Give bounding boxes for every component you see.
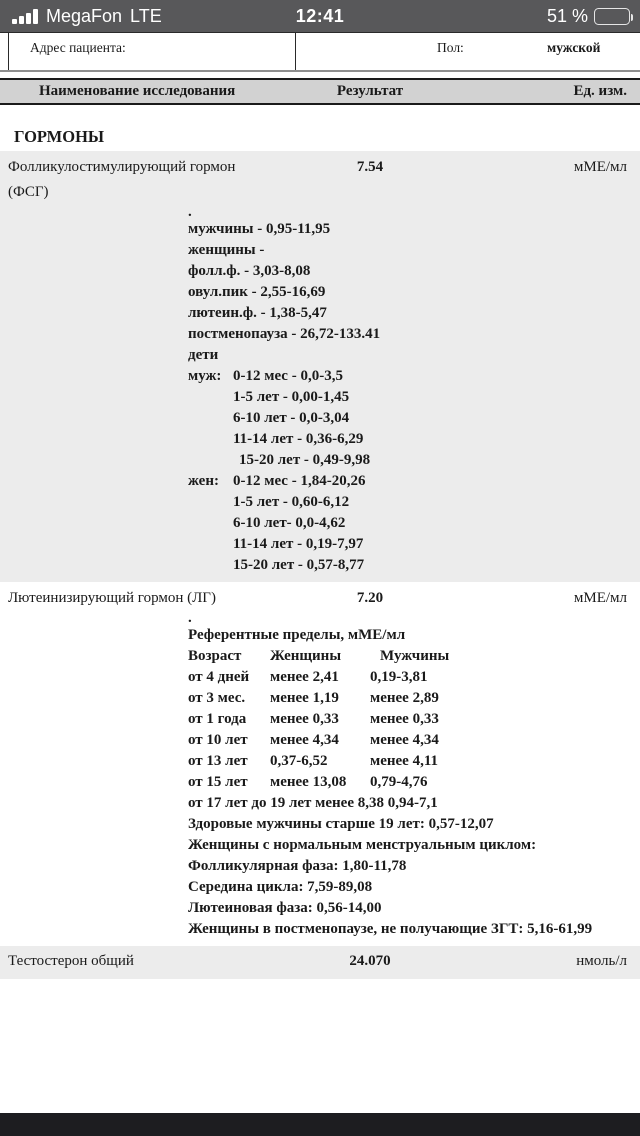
lh-row-age: от 1 года — [188, 711, 247, 727]
lh-row-men: менее 4,34 — [370, 732, 439, 748]
status-bar — [0, 0, 640, 32]
column-header-test-name: Наименование исследования — [39, 83, 236, 99]
fsh-ref-men: мужчины - 0,95-11,95 — [188, 221, 331, 237]
girls-range-2: 6-10 лет- 0,0-4,62 — [233, 515, 346, 531]
battery-percent-label: 51 % — [546, 5, 588, 26]
lh-row-age: от 3 мес. — [188, 690, 246, 706]
patient-sex-label: Пол: — [437, 40, 464, 55]
network-type-label: LTE — [130, 5, 162, 26]
lh-row-age: от 15 лет — [188, 774, 248, 790]
fsh-name-line2: (ФСГ) — [8, 184, 49, 200]
section-title-hormones: ГОРМОНЫ — [14, 127, 105, 146]
patient-sex-value: мужской — [547, 40, 601, 55]
fsh-ref-follicular: фолл.ф. - 3,03-8,08 — [188, 263, 311, 279]
lh-col-age: Возраст — [188, 648, 242, 664]
reference-dot: . — [188, 204, 192, 220]
boys-range-0: 0-12 мес - 0,0-3,5 — [233, 368, 343, 384]
lh-result-value: 7.20 — [356, 590, 384, 606]
fsh-ref-luteal: лютеин.ф. - 1,38-5,47 — [188, 305, 327, 321]
battery-tip — [631, 14, 634, 21]
fsh-ref-children: дети — [188, 347, 219, 363]
table-row — [0, 949, 640, 974]
lh-ref-follicular-phase: Фолликулярная фаза: 1,80-11,78 — [188, 858, 407, 874]
girls-label: жен: — [188, 473, 219, 489]
lh-row-men: менее 4,11 — [370, 753, 439, 769]
lh-col-women: Женщины — [270, 648, 342, 664]
fsh-result-band — [0, 151, 640, 582]
battery-icon — [594, 8, 630, 25]
lab-report-document[interactable] — [0, 32, 640, 1113]
lh-row-women: менее 1,19 — [270, 690, 339, 706]
lh-ref-healthy-men: Здоровые мужчины старше 19 лет: 0,57-12,07 — [188, 816, 494, 832]
boys-range-4: 15-20 лет - 0,49-9,98 — [239, 452, 371, 468]
lh-row-women: менее 4,34 — [270, 732, 339, 748]
girls-range-4: 15-20 лет - 0,57-8,77 — [233, 557, 365, 573]
lh-ref-normal-cycle: Женщины с нормальным менструальным циклом: — [188, 837, 537, 853]
lh-ref-luteal-phase: Лютеиновая фаза: 0,56-14,00 — [188, 900, 382, 916]
lh-unit: мМЕ/мл — [573, 590, 627, 606]
clock-label: 12:41 — [295, 5, 345, 26]
fsh-test-name — [0, 155, 280, 205]
lh-row-age: от 10 лет — [188, 732, 248, 748]
column-header-unit: Ед. изм. — [573, 83, 627, 99]
lh-test-name: Лютеинизирующий гормон (ЛГ) — [8, 590, 216, 606]
testosterone-result-band — [0, 946, 640, 979]
results-table-header — [0, 78, 640, 105]
lh-ref-17-19: от 17 лет до 19 лет менее 8,38 0,94-7,1 — [188, 795, 438, 811]
fsh-ref-postmenopause: постменопауза - 26,72-133.41 — [188, 326, 381, 342]
fsh-ref-boys-first — [188, 366, 640, 387]
lh-row-men: 0,79-4,76 — [370, 774, 428, 790]
fsh-ref-women: женщины - — [188, 242, 265, 258]
table-border-left — [8, 33, 9, 70]
fsh-ref-girls-first — [188, 471, 640, 492]
lh-result-band — [0, 582, 640, 946]
lh-ref-midcycle: Середина цикла: 7,59-89,08 — [188, 879, 373, 895]
girls-range-3: 11-14 лет - 0,19-7,97 — [233, 536, 364, 552]
lh-ref-title: Референтные пределы, мМЕ/мл — [188, 627, 406, 643]
status-bar-right — [400, 6, 640, 27]
girls-range-1: 1-5 лет - 0,60-6,12 — [233, 494, 350, 510]
patient-info-row — [0, 32, 640, 72]
lh-reference-table — [188, 646, 608, 793]
lh-row-women: менее 0,33 — [270, 711, 339, 727]
table-row — [0, 582, 640, 611]
lh-reference-block — [0, 611, 640, 946]
status-bar-left — [0, 6, 240, 27]
lh-row-men: менее 0,33 — [370, 711, 439, 727]
testosterone-result-value: 24.070 — [349, 953, 391, 969]
lh-row-women: менее 13,08 — [270, 774, 347, 790]
table-row — [0, 151, 640, 205]
lh-ref-postmenopause: Женщины в постменопаузе, не получающие ЗГТ: 5,16-61,99 — [188, 921, 593, 937]
lh-row-women: менее 2,41 — [270, 669, 339, 685]
lh-row-women: 0,37-6,52 — [270, 753, 328, 769]
fsh-name-line1: Фолликулостимулирующий гормон — [8, 159, 236, 175]
reference-dot: . — [188, 610, 192, 626]
boys-range-3: 11-14 лет - 0,36-6,29 — [233, 431, 364, 447]
boys-range-2: 6-10 лет - 0,0-3,04 — [233, 410, 350, 426]
testosterone-unit: нмоль/л — [576, 953, 627, 969]
table-border-divider — [295, 33, 296, 70]
lh-row-age: от 13 лет — [188, 753, 248, 769]
column-header-result: Результат — [336, 83, 404, 99]
girls-range-0: 0-12 мес - 1,84-20,26 — [233, 473, 366, 489]
fsh-reference-block — [0, 205, 640, 582]
lh-row-age: от 4 дней — [188, 669, 250, 685]
boys-label: муж: — [188, 368, 222, 384]
fsh-unit: мМЕ/мл — [573, 159, 627, 175]
fsh-result-value: 7.54 — [356, 159, 384, 175]
lh-row-men: 0,19-3,81 — [370, 669, 428, 685]
testosterone-test-name: Тестостерон общий — [8, 953, 134, 969]
bottom-bar — [0, 1113, 640, 1136]
patient-address-label: Адрес пациента: — [30, 40, 126, 55]
carrier-label: MegaFon — [46, 5, 123, 26]
boys-range-1: 1-5 лет - 0,00-1,45 — [233, 389, 350, 405]
cell-signal-icon — [12, 9, 38, 24]
lh-row-men: менее 2,89 — [370, 690, 439, 706]
fsh-ref-ovulation: овул.пик - 2,55-16,69 — [188, 284, 326, 300]
lh-col-men: Мужчины — [380, 648, 450, 664]
